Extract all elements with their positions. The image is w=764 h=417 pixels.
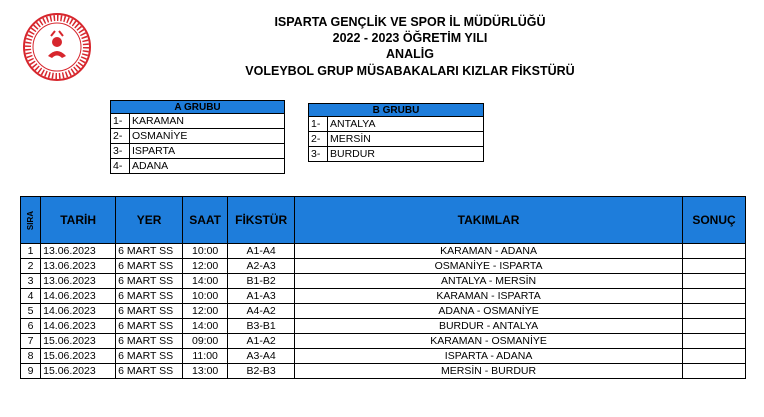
- match-venue: 6 MART SS: [116, 244, 183, 259]
- match-time: 14:00: [183, 274, 228, 289]
- col-header-tarih: TARİH: [41, 197, 116, 244]
- match-teams: ISPARTA - ADANA: [295, 349, 683, 364]
- match-date: 13.06.2023: [41, 244, 116, 259]
- match-venue: 6 MART SS: [116, 364, 183, 379]
- group-row: [309, 132, 484, 147]
- match-result: [683, 259, 746, 274]
- header-line-3: ANALİG: [386, 47, 434, 61]
- match-time: 12:00: [183, 304, 228, 319]
- match-result: [683, 364, 746, 379]
- group-row-number: 3-: [111, 144, 130, 159]
- match-date: 13.06.2023: [41, 259, 116, 274]
- table-row: [21, 274, 746, 289]
- group-row-team: OSMANİYE: [130, 129, 285, 144]
- match-venue: 6 MART SS: [116, 334, 183, 349]
- match-result: [683, 274, 746, 289]
- group-row-team: KARAMAN: [130, 114, 285, 129]
- col-header-fikstur: FİKSTÜR: [228, 197, 295, 244]
- match-time: 11:00: [183, 349, 228, 364]
- group-row-team: ISPARTA: [130, 144, 285, 159]
- match-fixture-code: A1-A3: [228, 289, 295, 304]
- match-result: [683, 349, 746, 364]
- ministry-seal-logo: [22, 12, 92, 82]
- group-row-number: 2-: [309, 132, 328, 147]
- match-teams: ANTALYA - MERSİN: [295, 274, 683, 289]
- group-row: [111, 114, 285, 129]
- col-header-sonuc: SONUÇ: [683, 197, 746, 244]
- table-row: [21, 319, 746, 334]
- group-row: [111, 144, 285, 159]
- match-date: 13.06.2023: [41, 274, 116, 289]
- group-row-team: BURDUR: [328, 147, 484, 162]
- match-result: [683, 289, 746, 304]
- table-row: [21, 259, 746, 274]
- group-b-table: [308, 103, 484, 162]
- match-result: [683, 334, 746, 349]
- match-date: 15.06.2023: [41, 334, 116, 349]
- match-time: 13:00: [183, 364, 228, 379]
- table-row: [21, 364, 746, 379]
- match-result: [683, 319, 746, 334]
- group-row-number: 3-: [309, 147, 328, 162]
- match-venue: 6 MART SS: [116, 274, 183, 289]
- group-row-number: 2-: [111, 129, 130, 144]
- match-fixture-code: A3-A4: [228, 349, 295, 364]
- match-date: 14.06.2023: [41, 289, 116, 304]
- table-row: [21, 289, 746, 304]
- match-number: 7: [21, 334, 41, 349]
- match-number: 6: [21, 319, 41, 334]
- table-row: [21, 304, 746, 319]
- match-number: 1: [21, 244, 41, 259]
- group-row-number: 1-: [309, 117, 328, 132]
- match-date: 15.06.2023: [41, 364, 116, 379]
- group-row: [111, 129, 285, 144]
- table-row: [21, 334, 746, 349]
- group-row: [309, 147, 484, 162]
- group-b-title: B GRUBU: [309, 104, 484, 117]
- match-date: 14.06.2023: [41, 319, 116, 334]
- match-time: 14:00: [183, 319, 228, 334]
- header-line-2: 2022 - 2023 ÖĞRETİM YILI: [332, 31, 488, 45]
- col-header-saat: SAAT: [183, 197, 228, 244]
- match-time: 10:00: [183, 289, 228, 304]
- match-teams: OSMANİYE - ISPARTA: [295, 259, 683, 274]
- group-row-number: 1-: [111, 114, 130, 129]
- match-venue: 6 MART SS: [116, 319, 183, 334]
- group-a-table: [110, 100, 285, 174]
- match-time: 10:00: [183, 244, 228, 259]
- match-venue: 6 MART SS: [116, 349, 183, 364]
- match-fixture-code: A1-A2: [228, 334, 295, 349]
- match-teams: KARAMAN - ADANA: [295, 244, 683, 259]
- match-teams: KARAMAN - OSMANİYE: [295, 334, 683, 349]
- match-result: [683, 304, 746, 319]
- match-result: [683, 244, 746, 259]
- match-venue: 6 MART SS: [116, 259, 183, 274]
- match-time: 12:00: [183, 259, 228, 274]
- col-header-sira: SIRA: [21, 197, 41, 244]
- match-number: 4: [21, 289, 41, 304]
- match-fixture-code: B1-B2: [228, 274, 295, 289]
- col-header-takimlar: TAKIMLAR: [295, 197, 683, 244]
- group-row-number: 4-: [111, 159, 130, 174]
- col-header-yer: YER: [116, 197, 183, 244]
- match-venue: 6 MART SS: [116, 289, 183, 304]
- group-row-team: ANTALYA: [328, 117, 484, 132]
- group-a-title: A GRUBU: [111, 101, 285, 114]
- match-number: 9: [21, 364, 41, 379]
- header-line-4: VOLEYBOL GRUP MÜSABAKALARI KIZLAR FİKSTÜRÜ: [245, 64, 575, 78]
- match-number: 5: [21, 304, 41, 319]
- match-fixture-code: B3-B1: [228, 319, 295, 334]
- group-row-team: MERSİN: [328, 132, 484, 147]
- match-number: 3: [21, 274, 41, 289]
- match-teams: ADANA - OSMANİYE: [295, 304, 683, 319]
- group-row-team: ADANA: [130, 159, 285, 174]
- fixture-table: [20, 196, 746, 379]
- match-date: 15.06.2023: [41, 349, 116, 364]
- match-date: 14.06.2023: [41, 304, 116, 319]
- group-row: [309, 117, 484, 132]
- match-fixture-code: A2-A3: [228, 259, 295, 274]
- match-fixture-code: B2-B3: [228, 364, 295, 379]
- group-row: [111, 159, 285, 174]
- match-fixture-code: A1-A4: [228, 244, 295, 259]
- match-fixture-code: A4-A2: [228, 304, 295, 319]
- match-time: 09:00: [183, 334, 228, 349]
- match-number: 2: [21, 259, 41, 274]
- table-row: [21, 244, 746, 259]
- match-teams: BURDUR - ANTALYA: [295, 319, 683, 334]
- header-line-1: ISPARTA GENÇLİK VE SPOR İL MÜDÜRLÜĞÜ: [274, 15, 546, 29]
- match-teams: KARAMAN - ISPARTA: [295, 289, 683, 304]
- match-teams: MERSİN - BURDUR: [295, 364, 683, 379]
- table-row: [21, 349, 746, 364]
- match-number: 8: [21, 349, 41, 364]
- match-venue: 6 MART SS: [116, 304, 183, 319]
